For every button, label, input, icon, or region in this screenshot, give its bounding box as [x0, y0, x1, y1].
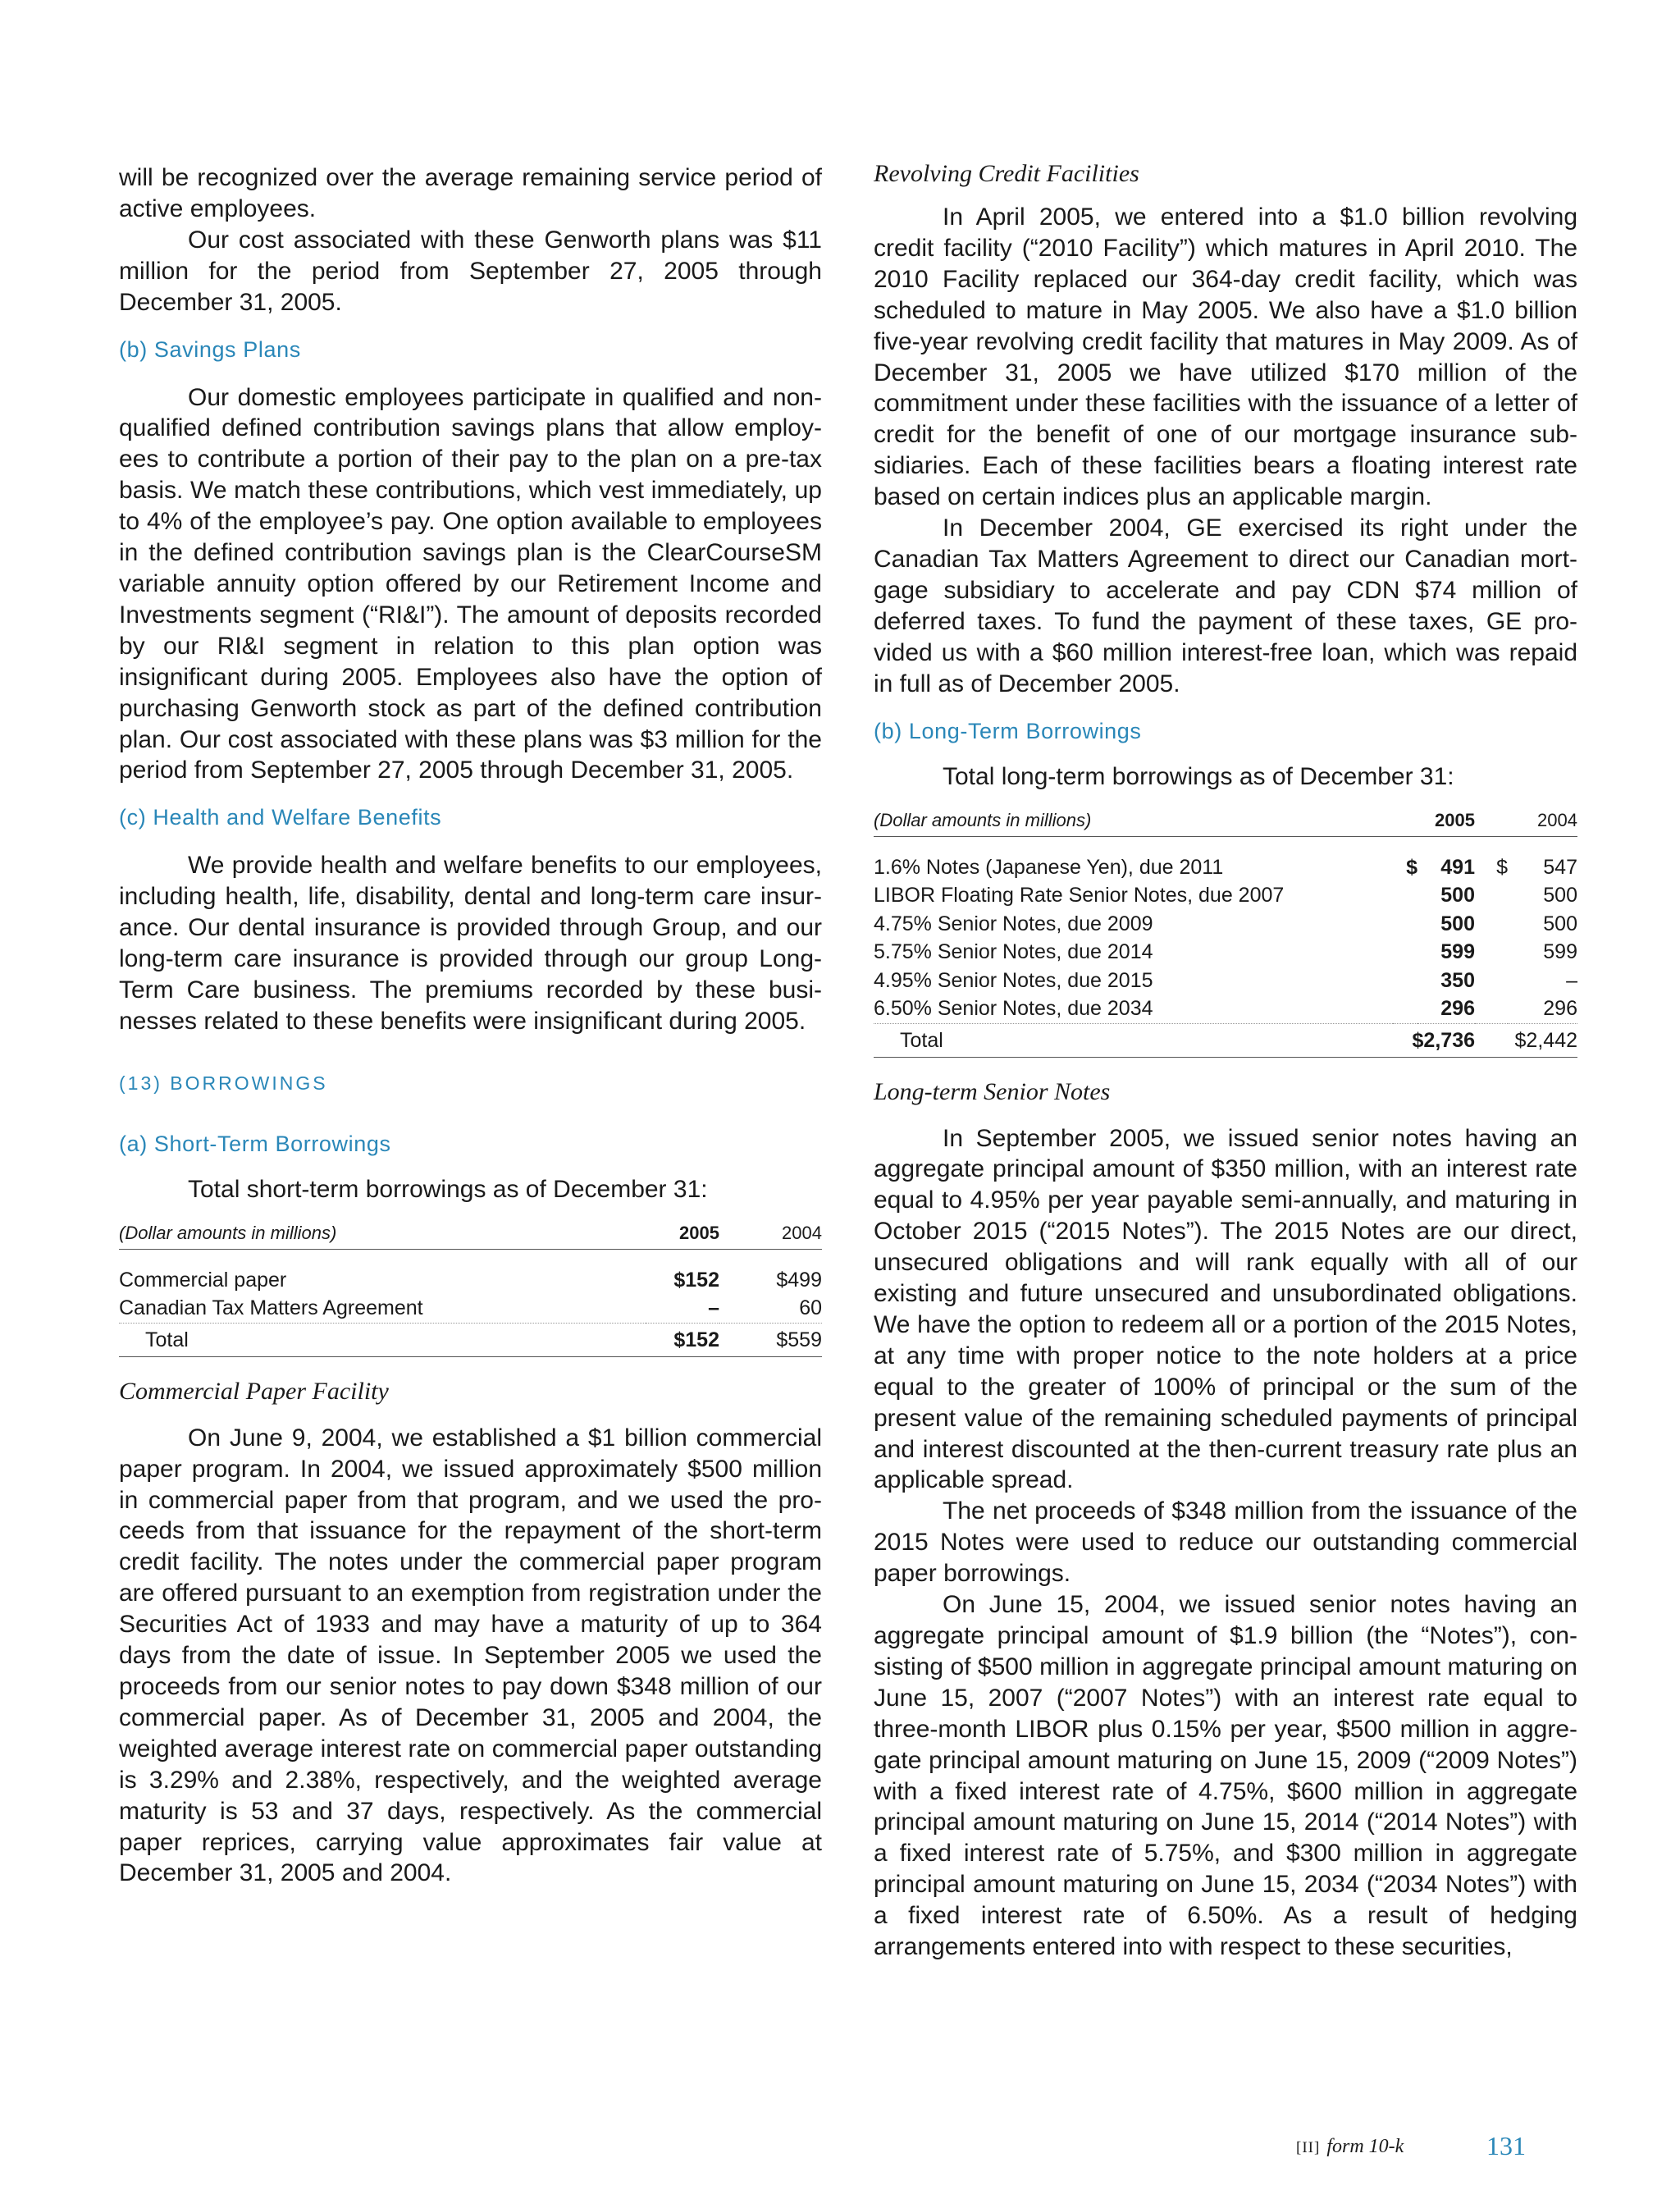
paragraph: In December 2004, GE exercised its right under the Canadian Tax Matters Agreement to direct our Canadian mortgage subsidiary to accelerate and pay CDN $74 million of deferred taxes. To fund the payment of these taxes, GE provided us with a $60 million interest-free loan, which was repaid in full as of December 2005.: [874, 514, 1577, 697]
table-row: [874, 910, 1577, 939]
cell-2004: $499: [776, 1268, 822, 1292]
cell-2004: 500: [1543, 884, 1577, 907]
row-label: 5.75% Senior Notes, due 2014: [874, 940, 1153, 963]
total-2004: $559: [719, 1323, 822, 1356]
table-row: [874, 967, 1577, 995]
cell-2004: –: [1566, 968, 1577, 992]
long-term-senior-notes-heading: Long-term Senior Notes: [874, 1077, 1111, 1105]
paragraph: The net proceeds of $348 million from the issuance of the 2015 Notes were used to reduce our outstanding commercial paper borrowings.: [874, 1497, 1577, 1588]
long-term-borrowings-table: [874, 808, 1577, 1058]
header-spacer: [1475, 808, 1508, 837]
cell-2005: 599: [1440, 940, 1475, 963]
cell-2004-sign: [1475, 881, 1508, 910]
footer-label: [1296, 2136, 1404, 2158]
footer-section: [II]: [1296, 2139, 1321, 2156]
row-label: Commercial paper: [119, 1268, 287, 1292]
paragraph: On June 15, 2004, we issued senior notes having an aggregate principal amount of $1.9 billion (the “Notes”), consisting of $500 million in aggregate principal amount maturing on June 15, 2007 (“2007 Notes”) with an interest rate equal to three-month LIBOR plus 0.15% per year, $500 million in aggregate principal amount maturing on June 15, 2009 (“2009 Notes”) with a fixed interest rate of 4.75%, $600 million in aggregate principal amount maturing on June 15, 2014 (“2014 Notes”) with a fixed interest rate of 5.75%, and $300 million in aggregate principal amount maturing on June 15, 2034 (“2034 Notes”) with a fixed interest rate of 6.50%. As a result of hedging arrangements entered into with respect to these securities,: [874, 1591, 1577, 1961]
cell-2005-sign: $: [1406, 855, 1418, 879]
cell-2005: 491: [1440, 855, 1475, 879]
table-header-row: [874, 808, 1577, 837]
paragraph: Our domestic employees participate in qualified and nonqualified defined contribution savings plans that allow employees to contribute a portion of their pay to the plan on a pre-tax basis. We match these contributions, which vest immediately, up to 4% of the employee’s pay. One option available to employees in the defined contribution savings plan is the ClearCourseSM variable annuity option offered by our Retirement Income and Investments segment (“RI&I”). The amount of deposits recorded by our RI&I segment in relation to this plan option was insignificant during 2005. Employees also have the option of purchasing Genworth stock as part of the defined contribution plan. Our cost associated with these plans was $3 million for the period from September 27, 2005 through December 31, 2005.: [119, 383, 822, 784]
cell-2004: 60: [719, 1294, 822, 1323]
col-2004: 2004: [719, 1221, 822, 1250]
row-label: Canadian Tax Matters Agreement: [119, 1294, 646, 1323]
health-welfare-heading: (c) Health and Welfare Benefits: [119, 805, 442, 830]
unit-label: (Dollar amounts in millions): [874, 808, 1393, 837]
row-label: 6.50% Senior Notes, due 2034: [874, 994, 1393, 1023]
cell-2005-sign: [1393, 994, 1418, 1023]
paragraph: will be recognized over the average remaining service period of active employees.: [119, 164, 822, 222]
table-row: [874, 881, 1577, 910]
cell-2004-sign: [1475, 967, 1508, 995]
table-total-row: [874, 1023, 1577, 1057]
table-row: [119, 1249, 822, 1294]
right-column: [874, 162, 1577, 1963]
table-row: [874, 938, 1577, 967]
cell-2005-sign: [1393, 967, 1418, 995]
table-total-row: [119, 1323, 822, 1356]
total-2005: $152: [646, 1323, 719, 1356]
col-2004: 2004: [1508, 808, 1577, 837]
revolving-credit-heading: Revolving Credit Facilities: [874, 160, 1139, 187]
page-number: 131: [1486, 2131, 1526, 2160]
table-row: [119, 1294, 822, 1323]
cell-2004: 500: [1543, 912, 1577, 935]
cell-2005: $152: [673, 1268, 719, 1292]
cell-2004-sign: $: [1496, 855, 1508, 879]
unit-label: (Dollar amounts in millions): [119, 1221, 646, 1250]
cell-2005: 500: [1440, 884, 1475, 907]
cell-2004: 547: [1543, 855, 1577, 879]
short-term-borrowings-table: [119, 1221, 822, 1357]
row-label: 4.75% Senior Notes, due 2009: [874, 912, 1153, 935]
cell-2004-sign: [1475, 910, 1508, 939]
cell-2005: 350: [1440, 968, 1475, 992]
cell-2004-sign: [1475, 938, 1508, 967]
cell-2004-sign: [1475, 994, 1508, 1023]
left-column: [119, 162, 822, 1889]
cell-2004: 599: [1543, 940, 1577, 963]
short-term-intro: Total short-term borrowings as of December 31:: [188, 1175, 708, 1203]
long-term-intro: Total long-term borrowings as of December 31:: [943, 762, 1454, 790]
cell-2005: 500: [1440, 912, 1475, 935]
long-term-borrowings-heading: (b) Long-Term Borrowings: [874, 718, 1142, 743]
footer-form: form 10-k: [1326, 2136, 1404, 2157]
borrowings-section-heading: (13) BORROWINGS: [119, 1072, 328, 1094]
paragraph: Our cost associated with these Genworth plans was $11 million for the period from September 27, 2005 through December 31, 2005.: [119, 226, 822, 316]
cell-2005-sign: [1393, 938, 1418, 967]
row-label: LIBOR Floating Rate Senior Notes, due 2007: [874, 884, 1285, 907]
savings-plans-heading: (b) Savings Plans: [119, 336, 301, 362]
total-label: Total: [874, 1023, 1393, 1057]
col-2005: 2005: [1418, 808, 1475, 837]
row-label: 1.6% Notes (Japanese Yen), due 2011: [874, 855, 1224, 879]
short-term-borrowings-heading: (a) Short-Term Borrowings: [119, 1131, 391, 1156]
total-label: Total: [119, 1323, 646, 1356]
cell-2005: 296: [1418, 994, 1475, 1023]
header-spacer: [1393, 808, 1418, 837]
total-2005: $2,736: [1393, 1023, 1475, 1057]
table-row: [874, 836, 1577, 881]
cell-2005-sign: [1393, 910, 1418, 939]
col-2005: 2005: [646, 1221, 719, 1250]
paragraph: In April 2005, we entered into a $1.0 billion revolving credit facility (“2010 Facility”) which matures in April 2010. The 2010 Facility replaced our 364-day credit facility, which was scheduled to mature in May 2005. We also have a $1.0 billion five-year revolving credit facility that matures in May 2009. As of December 31, 2005 we have utilized $170 million of the commitment under these facilities with the issuance of a letter of credit for the benefit of one of our mortgage insurance subsidiaries. Each of these facilities bears a floating interest rate based on certain indices plus an applicable margin.: [874, 203, 1577, 511]
cell-2005-sign: [1393, 881, 1418, 910]
table-header-row: [119, 1221, 822, 1250]
paragraph: On June 9, 2004, we established a $1 billion commercial paper program. In 2004, we issued approximately $500 million in commercial paper from that program, and we used the proceeds from that issuance for the repayment of the short-term credit facility. The notes under the commercial paper program are offered pursuant to an exemption from registration under the Securities Act of 1933 and may have a maturity of up to 364 days from the date of issue. In September 2005 we used the proceeds from our senior notes to pay down $348 million of our commercial paper. As of December 31, 2005 and 2004, the weighted average interest rate on commercial paper outstanding is 3.29% and 2.38%, respectively, and the weighted average maturity is 53 and 37 days, respectively. As the commercial paper reprices, carrying value approximates fair value at December 31, 2005 and 2004.: [119, 1424, 822, 1887]
paragraph: In September 2005, we issued senior notes having an aggregate principal amount of $350 million, with an interest rate equal to 4.95% per year payable semi-annually, and maturing in October 2015 (“2015 Notes”). The 2015 Notes are our direct, unsecured obligations and will rank equally with all of our existing and future unsecured and unsubordinated obligations. We have the option to redeem all or a portion of the 2015 Notes, at any time with proper notice to the note holders at a price equal to the greater of 100% of principal or the sum of the present value of the remaining scheduled payments of principal and interest discounted at the then-current treasury rate plus an applicable spread.: [874, 1124, 1577, 1494]
commercial-paper-heading: Commercial Paper Facility: [119, 1377, 389, 1405]
table-row: [874, 994, 1577, 1023]
paragraph: We provide health and welfare benefits to our employees, including health, life, disability, dental and long-term care insurance. Our dental insurance is provided through Group, and our long-term care insurance is provided through our group Long-Term Care business. The premiums recorded by these businesses related to these benefits were insignificant during 2005.: [119, 852, 822, 1035]
row-label: 4.95% Senior Notes, due 2015: [874, 968, 1153, 992]
cell-2005: –: [646, 1294, 719, 1323]
total-2004: $2,442: [1475, 1023, 1577, 1057]
cell-2004: 296: [1508, 994, 1577, 1023]
